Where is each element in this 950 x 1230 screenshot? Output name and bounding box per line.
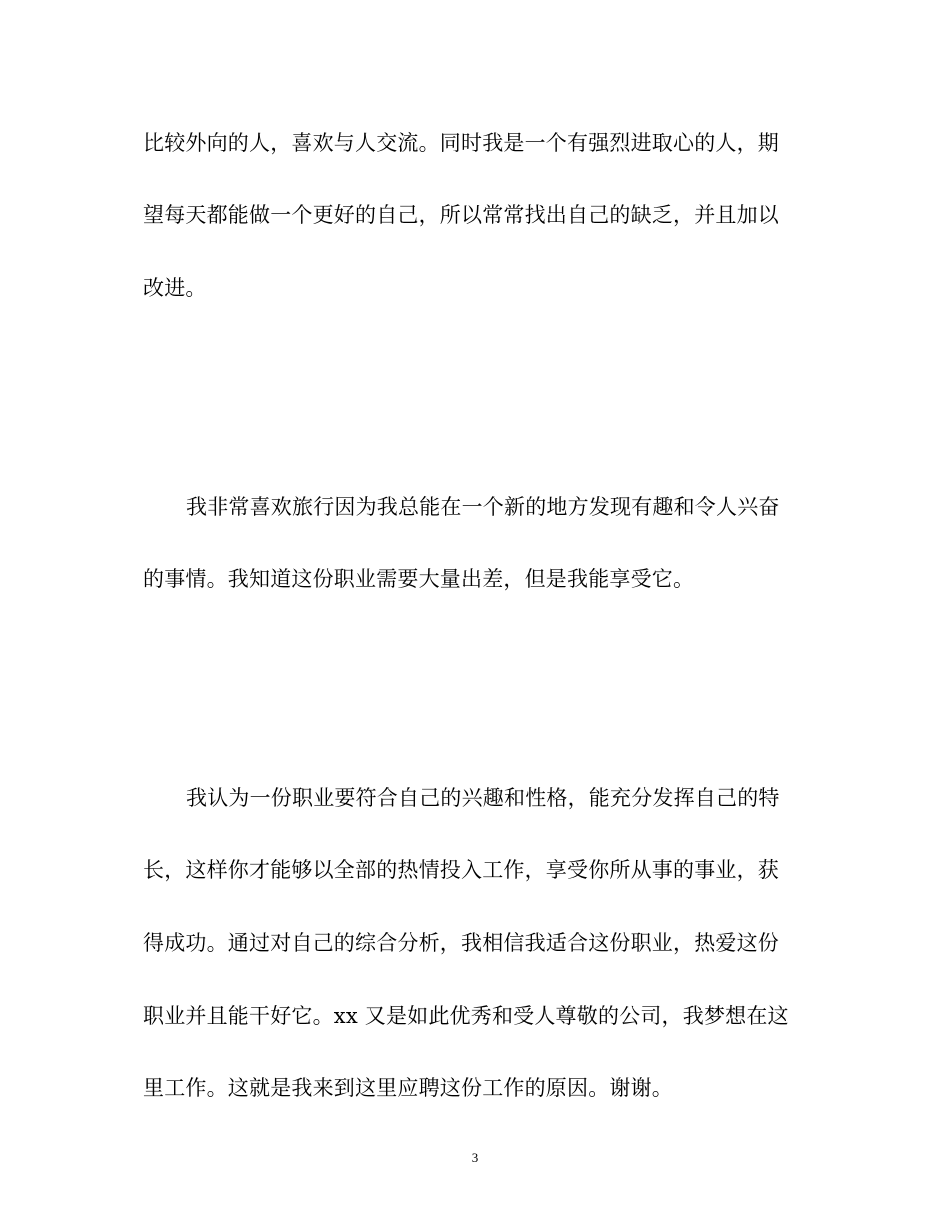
paragraph-line: 改进。 — [143, 276, 207, 300]
paragraph-line: 里工作。这就是我来到这里应聘这份工作的原因。谢谢。 — [143, 1076, 673, 1100]
paragraph-line: 我认为一份职业要符合自己的兴趣和性格，能充分发挥自己的特 — [186, 786, 780, 810]
paragraph-line: 我非常喜欢旅行因为我总能在一个新的地方发现有趣和令人兴奋 — [186, 495, 780, 519]
paragraph-line: 比较外向的人，喜欢与人交流。同时我是一个有强烈进取心的人，期 — [143, 131, 779, 155]
page-number: 3 — [471, 1150, 479, 1165]
paragraph-line: 职业并且能干好它。xx 又是如此优秀和受人尊敬的公司，我梦想在这 — [143, 1004, 789, 1028]
paragraph-line: 的事情。我知道这份职业需要大量出差，但是我能享受它。 — [143, 567, 695, 591]
paragraph-line: 长，这样你才能够以全部的热情投入工作，享受你所从事的事业，获 — [143, 858, 779, 882]
paragraph-line: 望每天都能做一个更好的自己，所以常常找出自己的缺乏，并且加以 — [143, 203, 779, 227]
paragraph-line: 得成功。通过对自己的综合分析，我相信我适合这份职业，热爱这份 — [143, 931, 779, 955]
